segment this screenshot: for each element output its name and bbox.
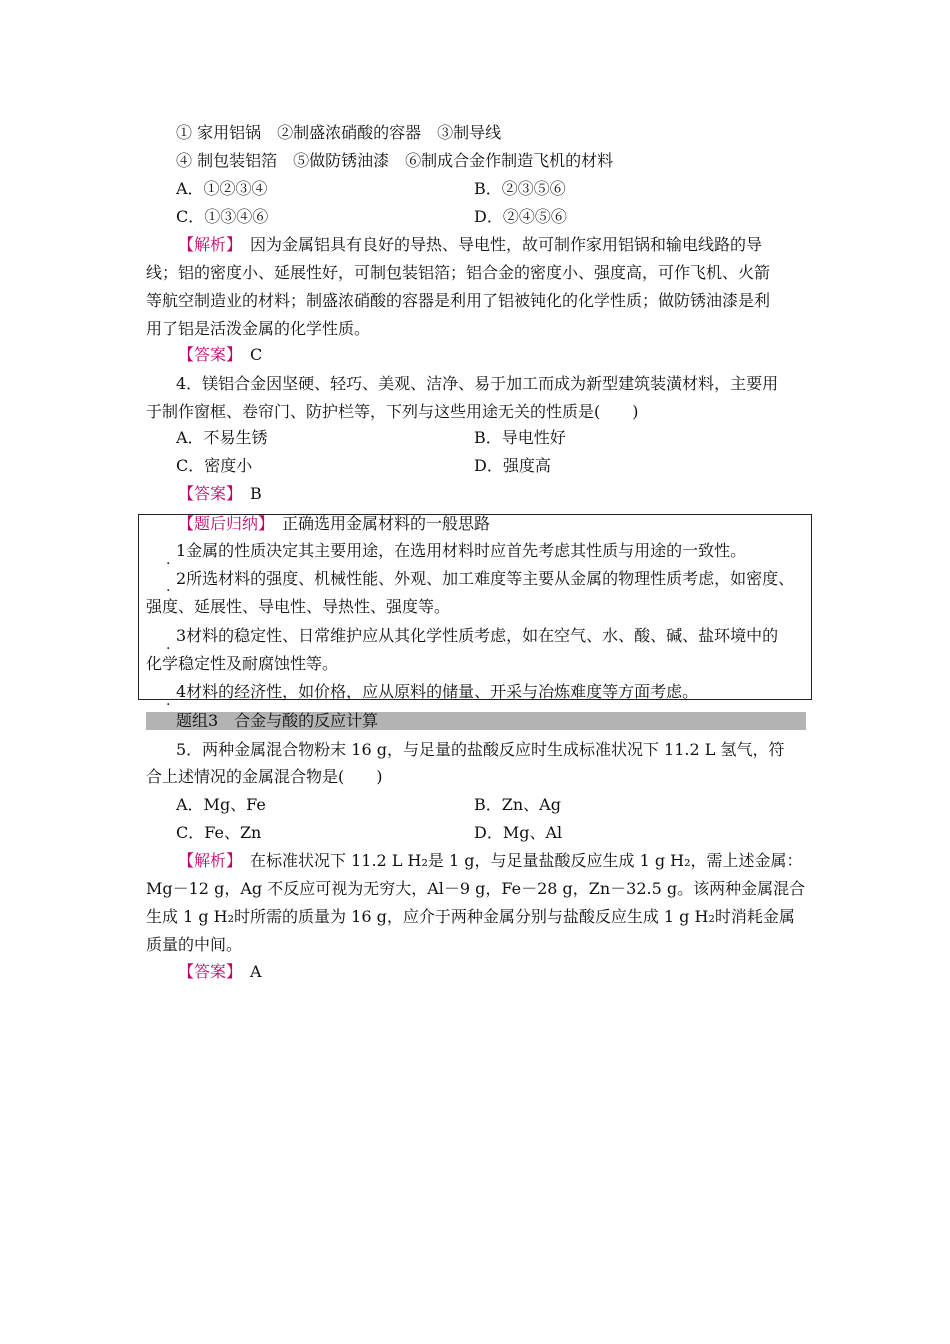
summary-title: 正确选用金属材料的一般思路 — [266, 514, 491, 533]
summary-point3-line1: 3材料的稳定性、日常维护应从其化学性质考虑，如在空气、水、酸、碱、盐环境中的 — [176, 626, 779, 645]
analysis-tag: 【解析】 — [178, 851, 235, 870]
q4-option-a: A．不易生锈 — [176, 428, 268, 447]
q4-answer-value: B — [234, 484, 262, 503]
q4-answer — [178, 484, 262, 504]
summary-point1: 1金属的性质决定其主要用途，在选用材料时应首先考虑其性质与用途的一致性。 — [176, 541, 747, 560]
summary-point2-line2: 强度、延展性、导电性、导热性、强度等。 — [146, 597, 451, 616]
q5-stem-line2: 合上述情况的金属混合物是( ) — [146, 767, 383, 786]
q5-option-a: A．Mg、Fe — [176, 795, 266, 814]
q5-answer-value: A — [234, 962, 262, 981]
q3-analysis-line2: 线；铝的密度小、延展性好，可制包装铝箔；铝合金的密度小、强度高，可作飞机、火箭 — [146, 263, 771, 282]
bullet-dot: . — [166, 637, 171, 653]
q3-option-c: C．①③④⑥ — [176, 207, 269, 226]
q5-analysis-line3: 生成 1 g H₂时所需的质量为 16 g，应介于两种金属分别与盐酸反应生成 1 g H₂时消耗金属 — [146, 907, 795, 926]
q5-analysis-line2: Mg－12 g，Ag 不反应可视为无穷大，Al－9 g，Fe－28 g，Zn－32.5 g。该两种金属混合 — [146, 879, 806, 898]
q3-option-b: B．②③⑤⑥ — [474, 179, 566, 198]
q5-option-d: D．Mg、Al — [474, 823, 563, 842]
summary-point2-line1: 2所选材料的强度、机械性能、外观、加工难度等主要从金属的物理性质考虑，如密度、 — [176, 569, 795, 588]
q3-items-line2: ④ 制包装铝箔 ⑤做防锈油漆 ⑥制成合金作制造飞机的材料 — [176, 151, 614, 170]
q5-option-c: C．Fe、Zn — [176, 823, 262, 842]
bullet-dot: . — [166, 579, 171, 595]
q4-stem-line2: 于制作窗框、卷帘门、防护栏等，下列与这些用途无关的性质是( ) — [146, 402, 639, 421]
q4-option-d: D．强度高 — [474, 456, 551, 475]
summary-heading — [178, 514, 490, 534]
q3-analysis-line1 — [178, 235, 762, 255]
q3-analysis-line4: 用了铝是活泼金属的化学性质。 — [146, 319, 371, 338]
group-header-bar — [146, 712, 806, 730]
q3-option-d: D．②④⑤⑥ — [474, 207, 567, 226]
q4-stem-line1: 4．镁铝合金因坚硬、轻巧、美观、洁净、易于加工而成为新型建筑装潢材料，主要用 — [176, 374, 779, 393]
q3-analysis-text: 因为金属铝具有良好的导热、导电性，故可制作家用铝锅和输电线路的导 — [234, 235, 763, 254]
bullet-dot: . — [166, 552, 171, 568]
q5-option-b: B．Zn、Ag — [474, 795, 561, 814]
group-label: 题组3 合金与酸的反应计算 — [176, 711, 379, 730]
bullet-dot: . — [166, 693, 171, 709]
summary-tag: 【题后归纳】 — [178, 514, 267, 533]
q5-analysis-text: 在标准状况下 11.2 L H₂是 1 g，与足量盐酸反应生成 1 g H₂，需上述金属： — [234, 851, 803, 870]
summary-point4: 4材料的经济性，如价格，应从原料的储量、开采与冶炼难度等方面考虑。 — [176, 682, 699, 701]
q3-answer-value: C — [234, 345, 263, 364]
q3-analysis-line3: 等航空制造业的材料；制盛浓硝酸的容器是利用了铝被钝化的化学性质；做防锈油漆是利 — [146, 291, 771, 310]
q4-option-b: B．导电性好 — [474, 428, 566, 447]
analysis-tag: 【解析】 — [178, 235, 235, 254]
q3-answer — [178, 345, 262, 365]
q5-answer — [178, 962, 262, 982]
q5-stem-line1: 5．两种金属混合物粉末 16 g，与足量的盐酸反应时生成标准状况下 11.2 L 氢气，符 — [176, 740, 785, 759]
q3-items-line1: ① 家用铝锅 ②制盛浓硝酸的容器 ③制导线 — [176, 123, 502, 142]
summary-point3-line2: 化学稳定性及耐腐蚀性等。 — [146, 654, 339, 673]
q3-option-a: A．①②③④ — [176, 179, 268, 198]
q5-analysis-line1 — [178, 851, 803, 871]
answer-tag: 【答案】 — [178, 345, 235, 364]
answer-tag: 【答案】 — [178, 484, 235, 503]
q4-option-c: C．密度小 — [176, 456, 253, 475]
q5-analysis-line4: 质量的中间。 — [146, 935, 243, 954]
answer-tag: 【答案】 — [178, 962, 235, 981]
